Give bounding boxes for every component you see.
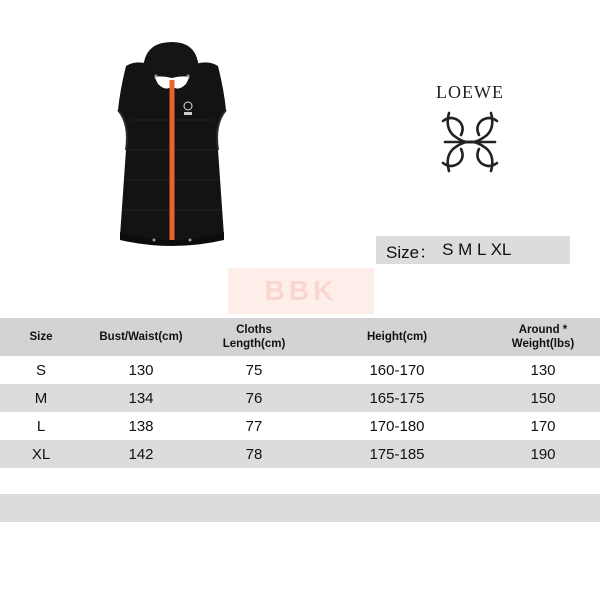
header-height: Height(cm)	[308, 318, 486, 356]
brand-name: LOEWE	[436, 82, 504, 102]
footer-bar	[0, 494, 600, 522]
cell-size: S	[35, 361, 46, 379]
cell-height: 170-180	[369, 417, 425, 435]
cell-cloths-length: 76	[200, 384, 308, 412]
cell-size: XL	[0, 440, 82, 468]
header-weight-text: Around * Weight(lbs)	[511, 324, 575, 350]
cell-weight: 150	[486, 384, 600, 412]
watermark: BBK	[228, 268, 374, 314]
cell-cloths-length: 75	[245, 361, 263, 379]
cell-height: 175-185	[308, 440, 486, 468]
cell-bust-waist: 130	[128, 361, 154, 379]
table-row	[0, 440, 600, 468]
cell-cloths-length: 78	[200, 440, 308, 468]
table-header-row	[0, 318, 600, 356]
cell-height: 165-175	[308, 384, 486, 412]
product-image	[96, 40, 246, 252]
cell-weight: 130	[530, 361, 556, 379]
brand-block	[420, 82, 520, 177]
cell-cloths-length: 77	[245, 417, 263, 435]
size-bar-label: Size：	[386, 242, 437, 262]
cell-height: 160-170	[369, 361, 425, 379]
table-row	[0, 384, 600, 412]
header-size: Size	[0, 318, 82, 356]
size-table	[0, 318, 600, 468]
cell-bust-waist: 142	[82, 440, 200, 468]
header-weight	[486, 318, 600, 356]
anagram-logo-icon	[439, 107, 501, 177]
size-bar	[376, 236, 570, 264]
size-bar-options: S M L XL	[442, 240, 512, 259]
header-bust-waist: Bust/Waist(cm)	[82, 318, 200, 356]
cell-bust-waist: 138	[128, 417, 154, 435]
header-cloths-length	[200, 318, 308, 356]
cell-size: L	[36, 417, 46, 435]
header-cloths-length-text: Cloths Length(cm)	[222, 324, 286, 350]
table-body	[0, 356, 600, 468]
cell-size: M	[0, 384, 82, 412]
table-row	[0, 356, 600, 384]
table-row	[0, 412, 600, 440]
cell-bust-waist: 134	[82, 384, 200, 412]
cell-weight: 170	[530, 417, 556, 435]
cell-weight: 190	[486, 440, 600, 468]
